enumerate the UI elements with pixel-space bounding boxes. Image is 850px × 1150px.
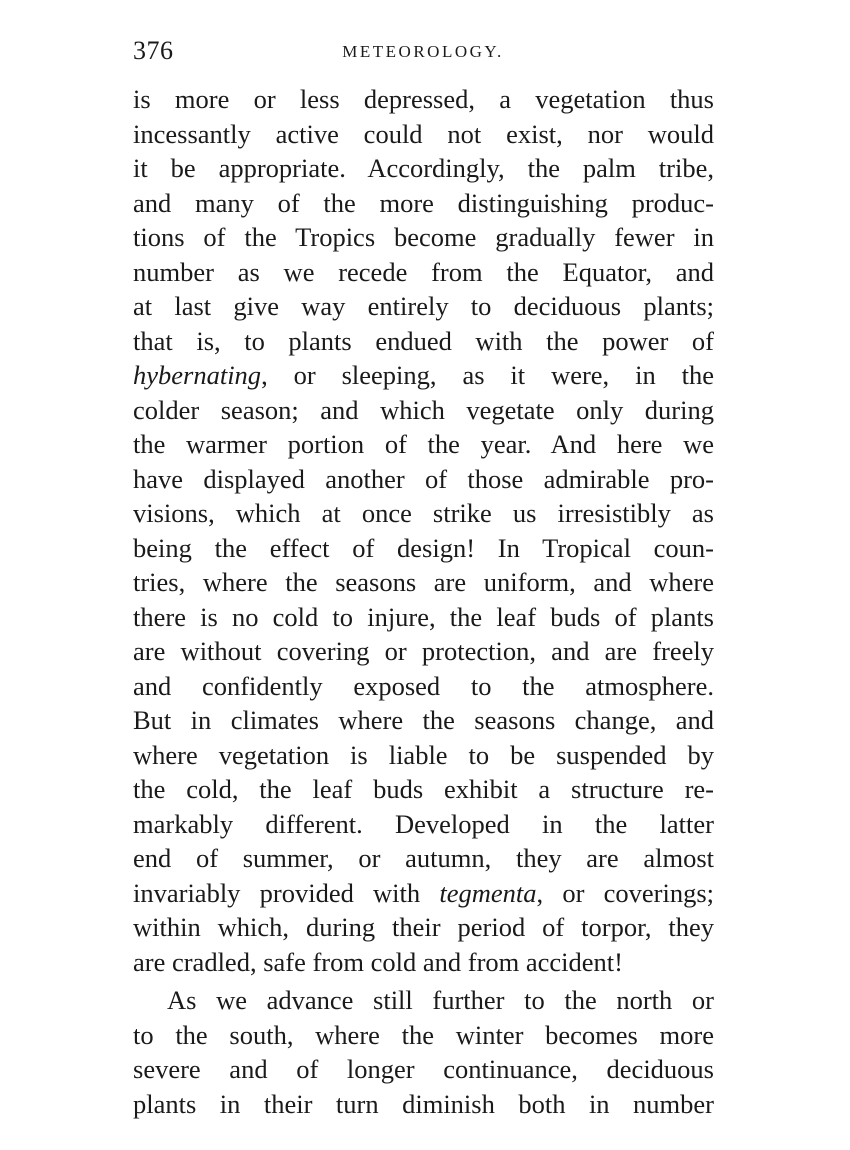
text-line: at last give way entirely to deciduous plants; <box>133 291 714 321</box>
text-span: invariably provided with <box>133 877 440 908</box>
page-number: 376 <box>133 36 174 65</box>
text-line: it be appropriate. Accordingly, the palm tribe, <box>133 153 714 183</box>
text-line: and many of the more distinguishing produc- <box>133 187 714 218</box>
body-text <box>133 82 714 1121</box>
text-line: the warmer portion of the year. And here we <box>133 429 714 459</box>
text-line: are without covering or protection, and are freely <box>133 636 714 666</box>
text-line: number as we recede from the Equator, and <box>133 256 714 287</box>
text-line: colder season; and which vegetate only during <box>133 394 714 425</box>
text-line: end of summer, or autumn, they are almost <box>133 843 714 873</box>
italic-term: tegmenta <box>439 877 537 908</box>
text-span: , or coverings; <box>536 877 714 908</box>
text-line: But in climates where the seasons change, and <box>133 705 714 735</box>
text-line: within which, during their period of torpor, they <box>133 912 714 942</box>
paragraph <box>133 82 714 979</box>
italic-term: hybernating <box>133 360 262 390</box>
text-line: As we advance still further to the north or <box>167 985 714 1015</box>
text-line: tries, where the seasons are uniform, and where <box>133 567 714 597</box>
text-line: tions of the Tropics become gradually fewer in <box>133 222 714 252</box>
running-head <box>133 36 713 66</box>
text-line: the cold, the leaf buds exhibit a structure re- <box>133 774 714 804</box>
text-line: severe and of longer continuance, deciduous <box>133 1054 714 1084</box>
text-line <box>133 358 714 393</box>
text-line: being the effect of design! In Tropical coun- <box>133 532 714 563</box>
text-line: have displayed another of those admirable pro- <box>133 463 714 494</box>
text-line: and confidently exposed to the atmosphere. <box>133 670 714 701</box>
running-title: METEOROLOGY. <box>342 42 504 61</box>
text-line: where vegetation is liable to be suspended by <box>133 739 714 770</box>
text-line: incessantly active could not exist, nor would <box>133 118 714 149</box>
text-line: there is no cold to injure, the leaf buds of plants <box>133 601 714 632</box>
text-line: visions, which at once strike us irresistibly as <box>133 498 714 528</box>
paragraph <box>133 983 714 1121</box>
text-line: that is, to plants endued with the power of <box>133 325 714 356</box>
text-line: markably different. Developed in the latter <box>133 808 714 839</box>
text-line: are cradled, safe from cold and from accident! <box>133 946 623 977</box>
text-span: , or sleeping, as it were, in the <box>261 360 714 390</box>
text-line: plants in their turn diminish both in number <box>133 1088 714 1119</box>
text-line: to the south, where the winter becomes more <box>133 1019 714 1050</box>
text-line <box>133 876 714 911</box>
text-line: is more or less depressed, a vegetation thus <box>133 84 714 114</box>
